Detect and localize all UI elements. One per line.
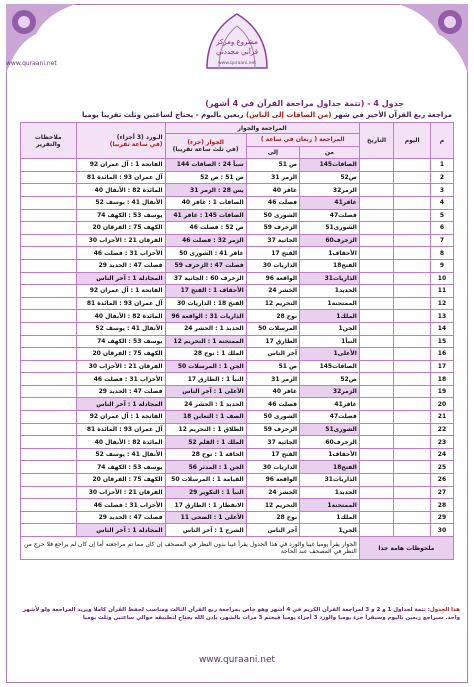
- review-from: الممتحنة1: [300, 297, 360, 310]
- date-cell: [359, 511, 394, 524]
- row-number: 17: [430, 360, 453, 373]
- wird-range: يوسف 53 : الكهف 74: [76, 335, 165, 348]
- review-to: الواقعة 96: [246, 474, 299, 487]
- table-row: [21, 222, 454, 235]
- review-from: فصلت47: [300, 411, 360, 424]
- day-cell: [394, 322, 431, 335]
- wird-range: الفاتحة 1 : آل عمران 92: [76, 159, 165, 172]
- day-cell: [394, 285, 431, 298]
- notes-cell: [21, 385, 77, 398]
- wird-range: فصلت 47 : الحديد 29: [76, 511, 165, 524]
- page-subtitle: مراجعة ربع القرآن الأخير في شهر (من الصافات إلى الناس) ربعين باليوم - يحتاج لساعتين وثلث تقريبا يوميا: [81, 111, 452, 119]
- review-to: الواقعة 96: [246, 272, 299, 285]
- notes-cell: [21, 474, 77, 487]
- juz-range: القيامة 1 : المرسلات 50: [165, 474, 246, 487]
- notes-cell: [21, 322, 77, 335]
- table-row: [21, 436, 454, 449]
- review-to: الزمر 31: [246, 171, 299, 184]
- wird-range: الأنفال 41 : يوسف 52: [76, 448, 165, 461]
- juz-range: الجن 1 : المرسلات 50: [165, 360, 246, 373]
- wird-range: المجادلة 1 : آخر الناس: [76, 272, 165, 285]
- review-to: التحريم 12: [246, 499, 299, 512]
- row-number: 23: [430, 436, 453, 449]
- juz-range: الممتحنة 1 : التحريم 12: [165, 335, 246, 348]
- date-cell: [359, 209, 394, 222]
- row-number: 19: [430, 385, 453, 398]
- table-row: [21, 360, 454, 373]
- date-cell: [359, 322, 394, 335]
- wird-range: المجادلة 1 : آخر الناس: [76, 398, 165, 411]
- review-to: المرسلات 50: [246, 322, 299, 335]
- row-number: 7: [430, 234, 453, 247]
- wird-range: الأحزاب 31 : فصلت 46: [76, 373, 165, 386]
- row-number: 27: [430, 486, 453, 499]
- date-cell: [359, 486, 394, 499]
- review-to: نوح 28: [246, 511, 299, 524]
- date-cell: [359, 234, 394, 247]
- review-from: الزمر32: [300, 385, 360, 398]
- juz-range: سبأ 24 : الصافات 144: [165, 159, 246, 172]
- row-number: 16: [430, 348, 453, 361]
- date-cell: [359, 524, 394, 537]
- wird-range: الكهف 75 : الفرقان 20: [76, 474, 165, 487]
- notes-cell: [21, 184, 77, 197]
- table-row: [21, 184, 454, 197]
- review-to: آخر الناس: [246, 348, 299, 361]
- date-cell: [359, 423, 394, 436]
- day-cell: [394, 184, 431, 197]
- review-from: غافر41: [300, 398, 360, 411]
- juz-range: الملك 1 : القلم 52: [165, 436, 246, 449]
- wird-range: الفاتحة 1 : آل عمران 92: [76, 285, 165, 298]
- day-cell: [394, 209, 431, 222]
- row-number: 15: [430, 335, 453, 348]
- site-url-top[interactable]: www.quraani.net: [6, 60, 57, 67]
- review-from: الذاريات31: [300, 474, 360, 487]
- table-row: [21, 310, 454, 323]
- day-cell: [394, 348, 431, 361]
- notes-cell: [21, 373, 77, 386]
- day-cell: [394, 524, 431, 537]
- wird-range: الأنفال 41 : يوسف 52: [76, 322, 165, 335]
- table-row: [21, 373, 454, 386]
- review-to: الزخرف 59: [246, 423, 299, 436]
- row-number: 1: [430, 159, 453, 172]
- notes-cell: [21, 461, 77, 474]
- review-from: الزمر32: [300, 184, 360, 197]
- row-number: 10: [430, 272, 453, 285]
- date-cell: [359, 398, 394, 411]
- date-cell: [359, 222, 394, 235]
- review-to: الزمر 31: [246, 373, 299, 386]
- day-cell: [394, 335, 431, 348]
- day-cell: [394, 159, 431, 172]
- review-from: النبأ1: [300, 335, 360, 348]
- date-cell: [359, 335, 394, 348]
- juz-range: ص 52 : فصلت 46: [165, 222, 246, 235]
- col-header-wird: الـورد (3 أجزاء) (في ساعة تقريبا): [76, 123, 165, 159]
- wird-range: الكهف 75 : الفرقان 20: [76, 222, 165, 235]
- review-to: الطارق 17: [246, 335, 299, 348]
- day-cell: [394, 297, 431, 310]
- date-cell: [359, 499, 394, 512]
- date-cell: [359, 411, 394, 424]
- row-number: 29: [430, 511, 453, 524]
- wird-range: الأنفال 41 : يوسف 52: [76, 196, 165, 209]
- table-row: [21, 511, 454, 524]
- juz-range: الحديد 1 : الحشر 24: [165, 322, 246, 335]
- wird-range: الأحزاب 31 : فصلت 46: [76, 247, 165, 260]
- date-cell: [359, 171, 394, 184]
- day-cell: [394, 436, 431, 449]
- notes-cell: [21, 171, 77, 184]
- row-number: 26: [430, 474, 453, 487]
- wird-range: الكهف 75 : الفرقان 20: [76, 348, 165, 361]
- review-to: غافر 40: [246, 385, 299, 398]
- site-url-bottom[interactable]: www.quraani.net: [198, 655, 276, 665]
- col-header-day: اليوم: [394, 123, 431, 159]
- juz-range: يس 28 : الزمر 31: [165, 184, 246, 197]
- review-from: غافر41: [300, 196, 360, 209]
- day-cell: [394, 196, 431, 209]
- juz-range: غافر 41 : الشورى 50: [165, 247, 246, 260]
- floral-ornament-icon: [398, 4, 468, 74]
- notes-cell: [21, 310, 77, 323]
- review-from: ص52: [300, 171, 360, 184]
- wird-range: المائدة 82 : الأنفال 40: [76, 436, 165, 449]
- date-cell: [359, 285, 394, 298]
- review-to: ص 51: [246, 360, 299, 373]
- juz-range: ص 51 : ص 52: [165, 171, 246, 184]
- juz-range: الحديد 1 : الحشر 24: [165, 398, 246, 411]
- notes-cell: [21, 159, 77, 172]
- row-number: 20: [430, 398, 453, 411]
- date-cell: [359, 348, 394, 361]
- wird-range: الأحزاب 31 : فصلت 46: [76, 499, 165, 512]
- juz-range: الصافات 1 : غافر 40: [165, 196, 246, 209]
- notes-cell: [21, 360, 77, 373]
- juz-range: الانفطار 1 : الطارق 17: [165, 499, 246, 512]
- table-row: [21, 448, 454, 461]
- date-cell: [359, 259, 394, 272]
- review-from: الأحقاف1: [300, 247, 360, 260]
- wird-range: المائدة 82 : الأنفال 40: [76, 310, 165, 323]
- row-number: 25: [430, 461, 453, 474]
- day-cell: [394, 411, 431, 424]
- notes-cell: [21, 423, 77, 436]
- juz-range: الجن 1 : المدثر 56: [165, 461, 246, 474]
- table-row: [21, 335, 454, 348]
- footer-note: هذا الجدول: تتمة لجداول 1 و 2 و 3 لمراجعة القرآن الكريم في 4 أشهر وهو خاص بمراجعة ربع القرآن الثالث ومناسب لحفظ القرآن كاملا ويريد المراجعة ولو لأشهر واحد. سيراجع ربعين باليوم وسيقرأ جزء يوميا والورد 3 أجزاء يوميا فيختم 3 مرات بالشهر، بإذن الله يحتاج لتطبيقه حوالي ساعتين وثلث يوميا: [22, 607, 460, 621]
- table-row: [21, 524, 454, 537]
- review-from: الحديد1: [300, 285, 360, 298]
- juz-range: الفتح 18 : الذاريات 30: [165, 297, 246, 310]
- day-cell: [394, 247, 431, 260]
- row-number: 22: [430, 423, 453, 436]
- day-cell: [394, 511, 431, 524]
- page-title: جدول 4 - (تتمة جداول مراجعة القرآن في 4 أشهر): [205, 99, 404, 108]
- review-from: فصلت47: [300, 209, 360, 222]
- col-header-to: إلى: [246, 146, 299, 159]
- date-cell: [359, 159, 394, 172]
- date-cell: [359, 360, 394, 373]
- juz-range: النبأ 1 : التكوير 29: [165, 486, 246, 499]
- row-number: 30: [430, 524, 453, 537]
- day-cell: [394, 259, 431, 272]
- row-number: 11: [430, 285, 453, 298]
- date-cell: [359, 272, 394, 285]
- date-cell: [359, 436, 394, 449]
- juz-range: الملك 1 : نوح 28: [165, 348, 246, 361]
- review-from: الأعلى1: [300, 348, 360, 361]
- review-to: الشورى 50: [246, 411, 299, 424]
- juz-range: الزخرف 60 : الجاثية 37: [165, 272, 246, 285]
- table-row: [21, 499, 454, 512]
- table-row: [21, 486, 454, 499]
- juz-range: الصافات 145 : غافر 41: [165, 209, 246, 222]
- day-cell: [394, 461, 431, 474]
- review-from: الزخرف60: [300, 234, 360, 247]
- review-to: فصلت 46: [246, 398, 299, 411]
- notes-cell: [21, 398, 77, 411]
- date-cell: [359, 310, 394, 323]
- table-row: [21, 461, 454, 474]
- review-table: [20, 122, 454, 560]
- notes-cell: [21, 259, 77, 272]
- wird-range: الفاتحة 1 : آل عمران 92: [76, 411, 165, 424]
- review-from: الذاريات31: [300, 272, 360, 285]
- review-from: ص52: [300, 373, 360, 386]
- date-cell: [359, 448, 394, 461]
- wird-range: الفرقان 21 : الأحزاب 30: [76, 486, 165, 499]
- review-to: الذاريات 30: [246, 461, 299, 474]
- table-row: [21, 423, 454, 436]
- day-cell: [394, 398, 431, 411]
- review-to: الحشر 24: [246, 486, 299, 499]
- row-number: 4: [430, 196, 453, 209]
- col-header-notes: ملاحظات والتقرير: [21, 123, 77, 159]
- date-cell: [359, 196, 394, 209]
- row-number: 3: [430, 184, 453, 197]
- row-number: 2: [430, 171, 453, 184]
- project-logo: [197, 10, 277, 72]
- row-number: 13: [430, 310, 453, 323]
- notes-cell: [21, 348, 77, 361]
- wird-range: يوسف 53 : الكهف 74: [76, 209, 165, 222]
- review-to: نوح 28: [246, 310, 299, 323]
- juz-range: الصف 1 : التغابن 18: [165, 411, 246, 424]
- date-cell: [359, 373, 394, 386]
- row-number: 24: [430, 448, 453, 461]
- review-from: الجن1: [300, 322, 360, 335]
- wird-range: الفرقان 21 : الأحزاب 30: [76, 360, 165, 373]
- juz-range: الشرح 1 : آخر الناس: [165, 524, 246, 537]
- day-cell: [394, 373, 431, 386]
- wird-range: آل عمران 93 : المائدة 81: [76, 171, 165, 184]
- notes-cell: [21, 209, 77, 222]
- wird-range: يوسف 53 : الكهف 74: [76, 461, 165, 474]
- juz-range: النبأ 1 : الطارق 17: [165, 373, 246, 386]
- table-row: [21, 272, 454, 285]
- review-from: الفتح18: [300, 461, 360, 474]
- col-header-review-sub: المراجعة ( ربعان في ساعة ): [246, 134, 359, 147]
- review-to: الفتح 17: [246, 247, 299, 260]
- row-number: 8: [430, 247, 453, 260]
- table-row: [21, 196, 454, 209]
- table-row: [21, 322, 454, 335]
- day-cell: [394, 360, 431, 373]
- row-number: 12: [430, 297, 453, 310]
- notes-cell: [21, 272, 77, 285]
- table-row: [21, 348, 454, 361]
- notes-cell: [21, 247, 77, 260]
- wird-range: المجادلة 1 : آخر الناس: [76, 524, 165, 537]
- juz-range: الحاقة 1 : نوح 28: [165, 448, 246, 461]
- juz-range: الأحقاف 1 : الفتح 17: [165, 285, 246, 298]
- wird-range: الفرقان 21 : الأحزاب 30: [76, 234, 165, 247]
- review-to: التحريم 12: [246, 297, 299, 310]
- review-from: الأحقاف1: [300, 448, 360, 461]
- review-to: فصلت 46: [246, 196, 299, 209]
- notes-cell: [21, 486, 77, 499]
- juz-range: الأعلى 1 : الضحى 11: [165, 511, 246, 524]
- notes-cell: [21, 234, 77, 247]
- review-to: آخر الناس: [246, 524, 299, 537]
- table-row: [21, 247, 454, 260]
- notes-cell: [21, 448, 77, 461]
- wird-range: آل عمران 93 : المائدة 81: [76, 297, 165, 310]
- row-number: 28: [430, 499, 453, 512]
- day-cell: [394, 499, 431, 512]
- juz-range: الأعلى 1 : آخر الناس: [165, 385, 246, 398]
- notes-cell: [21, 335, 77, 348]
- juz-range: الطلاق 1 : التحريم 12: [165, 423, 246, 436]
- notes-cell: [21, 524, 77, 537]
- date-cell: [359, 184, 394, 197]
- table-row: [21, 385, 454, 398]
- juz-range: الذاريات 31 : الواقعة 96: [165, 310, 246, 323]
- notes-cell: [21, 297, 77, 310]
- date-cell: [359, 474, 394, 487]
- juz-range: الزمر 32 : فصلت 46: [165, 234, 246, 247]
- notes-cell: [21, 436, 77, 449]
- svg-text:www.quraani.net: www.quraani.net: [217, 61, 257, 66]
- svg-text:قرآني مجددني: قرآني مجددني: [215, 48, 259, 56]
- wird-range: آل عمران 93 : المائدة 81: [76, 423, 165, 436]
- notes-cell: [21, 511, 77, 524]
- row-number: 18: [430, 373, 453, 386]
- day-cell: [394, 272, 431, 285]
- review-to: الجاثية 37: [246, 436, 299, 449]
- table-row: [21, 297, 454, 310]
- notes-cell: [21, 499, 77, 512]
- table-row: [21, 398, 454, 411]
- day-cell: [394, 310, 431, 323]
- date-cell: [359, 297, 394, 310]
- wird-range: فصلت 47 : الحديد 29: [76, 259, 165, 272]
- row-number: 6: [430, 222, 453, 235]
- row-number: 5: [430, 209, 453, 222]
- notes-cell: [21, 411, 77, 424]
- review-from: الممتحنة1: [300, 499, 360, 512]
- review-to: الحشر 24: [246, 285, 299, 298]
- day-cell: [394, 448, 431, 461]
- table-row: [21, 171, 454, 184]
- date-cell: [359, 247, 394, 260]
- review-from: الزخرف60: [300, 436, 360, 449]
- day-cell: [394, 474, 431, 487]
- table-row: [21, 411, 454, 424]
- table-row: [21, 234, 454, 247]
- important-notes-text: الجوار يقرأ يوميا غيبا والورد في هذا الجدول يقرأ غيبا بدون النظر في المصحف إن كان مما تم مراجعته أما إن كان لم يراجع فلا حرج من النظر في المصحف عند الحاجة: [21, 537, 360, 560]
- col-header-from: من: [300, 146, 360, 159]
- notes-cell: [21, 285, 77, 298]
- review-to: الذاريات 30: [246, 259, 299, 272]
- notes-cell: [21, 222, 77, 235]
- review-from: الحديد1: [300, 486, 360, 499]
- col-header-juz: الجوار (جزء) (في ثلث ساعة تقريبا): [165, 134, 246, 159]
- wird-range: فصلت 47 : الحديد 29: [76, 385, 165, 398]
- review-from: الشورى51: [300, 423, 360, 436]
- review-to: الجاثية 37: [246, 234, 299, 247]
- day-cell: [394, 423, 431, 436]
- day-cell: [394, 171, 431, 184]
- review-from: الجن1: [300, 524, 360, 537]
- row-number: 9: [430, 259, 453, 272]
- review-from: الفتح18: [300, 259, 360, 272]
- review-to: ص 51: [246, 159, 299, 172]
- review-to: الفتح 17: [246, 448, 299, 461]
- review-from: الصافات145: [300, 159, 360, 172]
- date-cell: [359, 385, 394, 398]
- important-notes-title: ملحوظات هامة جدا: [359, 537, 453, 560]
- review-from: الملك1: [300, 511, 360, 524]
- col-header-review-group: المراجعة والجوار: [165, 123, 359, 134]
- day-cell: [394, 385, 431, 398]
- notes-cell: [21, 196, 77, 209]
- table-row: [21, 209, 454, 222]
- table-row: [21, 285, 454, 298]
- table-row: [21, 159, 454, 172]
- svg-text:مشروع ومركز: مشروع ومركز: [216, 38, 258, 46]
- date-cell: [359, 461, 394, 474]
- table-row: [21, 259, 454, 272]
- row-number: 21: [430, 411, 453, 424]
- col-header-num: م: [430, 123, 453, 159]
- day-cell: [394, 234, 431, 247]
- review-from: الشورى51: [300, 222, 360, 235]
- review-from: الملك1: [300, 310, 360, 323]
- day-cell: [394, 486, 431, 499]
- review-to: غافر 40: [246, 184, 299, 197]
- wird-range: المائدة 82 : الأنفال 40: [76, 184, 165, 197]
- juz-range: فصلت 47 : الزخرف 59: [165, 259, 246, 272]
- table-row: [21, 474, 454, 487]
- row-number: 14: [430, 322, 453, 335]
- review-to: الزخرف 59: [246, 222, 299, 235]
- col-header-date: التاريخ: [359, 123, 394, 159]
- review-from: الصافات145: [300, 360, 360, 373]
- day-cell: [394, 222, 431, 235]
- review-to: الشورى 50: [246, 209, 299, 222]
